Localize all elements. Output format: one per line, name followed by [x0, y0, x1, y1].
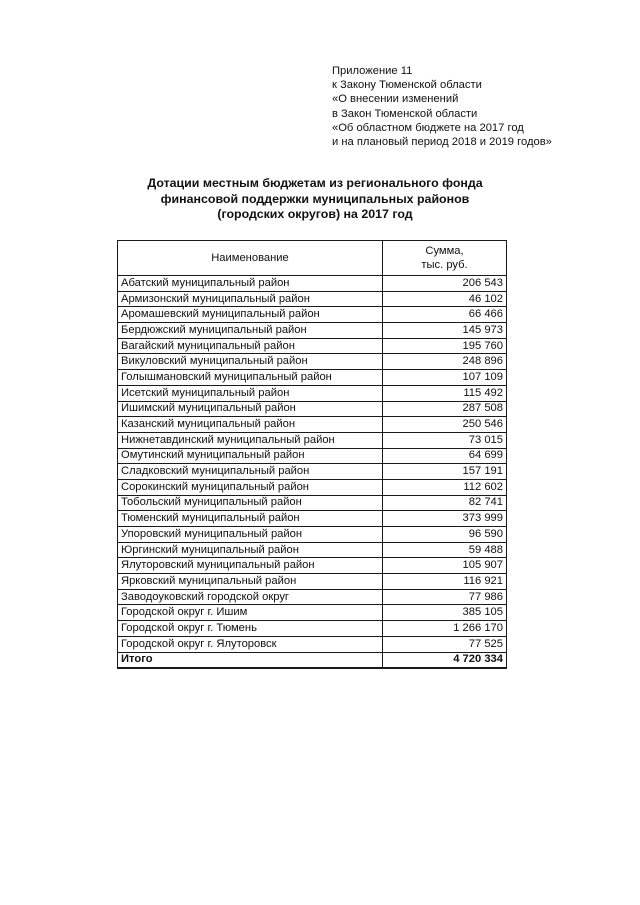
total-label: Итого: [118, 652, 383, 668]
table-row: [118, 589, 507, 605]
table-header-row: [118, 241, 507, 276]
appendix-line: к Закону Тюменской области: [332, 79, 482, 92]
row-sum: 206 543: [383, 276, 507, 292]
row-sum: 77 986: [383, 589, 507, 605]
table-row: [118, 542, 507, 558]
row-sum: 105 907: [383, 558, 507, 574]
appendix-note: [332, 64, 632, 149]
table-row: [118, 527, 507, 543]
row-name: Бердюжский муниципальный район: [118, 323, 383, 339]
row-sum: 157 191: [383, 464, 507, 480]
row-sum: 77 525: [383, 636, 507, 652]
row-name: Абатский муниципальный район: [118, 276, 383, 292]
row-sum: 115 492: [383, 385, 507, 401]
table-row: [118, 479, 507, 495]
total-sum: 4 720 334: [383, 652, 507, 668]
header-name: Наименование: [118, 241, 383, 276]
row-name: Исетский муниципальный район: [118, 385, 383, 401]
row-name: Упоровский муниципальный район: [118, 527, 383, 543]
table-row: [118, 495, 507, 511]
row-name: Городской округ г. Тюмень: [118, 621, 383, 637]
table-row: [118, 291, 507, 307]
header-sum-unit: тыс. руб.: [421, 259, 468, 271]
row-name: Нижнетавдинский муниципальный район: [118, 432, 383, 448]
row-sum: 59 488: [383, 542, 507, 558]
appendix-line: «О внесении изменений: [332, 93, 459, 106]
row-name: Городской округ г. Ялуторовск: [118, 636, 383, 652]
table-row: [118, 354, 507, 370]
table-row: [118, 636, 507, 652]
row-sum: 116 921: [383, 574, 507, 590]
table-row: [118, 338, 507, 354]
row-name: Голышмановский муниципальный район: [118, 370, 383, 386]
row-sum: 250 546: [383, 417, 507, 433]
row-name: Вагайский муниципальный район: [118, 338, 383, 354]
row-sum: 287 508: [383, 401, 507, 417]
header-sum-line: Сумма,: [425, 245, 464, 257]
row-sum: 64 699: [383, 448, 507, 464]
appendix-line: и на плановый период 2018 и 2019 годов»: [332, 135, 552, 148]
title-line: финансовой поддержки муниципальных районов: [160, 191, 470, 206]
table-row: [118, 401, 507, 417]
table-row: [118, 574, 507, 590]
row-name: Сорокинский муниципальный район: [118, 479, 383, 495]
row-name: Викуловский муниципальный район: [118, 354, 383, 370]
table-row: [118, 370, 507, 386]
row-sum: 112 602: [383, 479, 507, 495]
table-row: [118, 621, 507, 637]
row-name: Городской округ г. Ишим: [118, 605, 383, 621]
table-row: [118, 448, 507, 464]
table-row: [118, 307, 507, 323]
row-sum: 1 266 170: [383, 621, 507, 637]
header-sum: [383, 241, 507, 276]
row-name: Казанский муниципальный район: [118, 417, 383, 433]
row-name: Сладковский муниципальный район: [118, 464, 383, 480]
row-name: Тюменский муниципальный район: [118, 511, 383, 527]
appendix-line: в Закон Тюменской области: [332, 107, 478, 120]
row-name: Тобольский муниципальный район: [118, 495, 383, 511]
row-sum: 73 015: [383, 432, 507, 448]
title-line: Дотации местным бюджетам из регионального фонда: [147, 176, 483, 190]
row-name: Юргинский муниципальный район: [118, 542, 383, 558]
table-row: [118, 558, 507, 574]
row-sum: 66 466: [383, 307, 507, 323]
row-name: Армизонский муниципальный район: [118, 291, 383, 307]
table-row: [118, 511, 507, 527]
row-name: Ишимский муниципальный район: [118, 401, 383, 417]
grants-table: [117, 240, 507, 669]
row-sum: 96 590: [383, 527, 507, 543]
row-sum: 385 105: [383, 605, 507, 621]
table-row: [118, 323, 507, 339]
appendix-line: «Об областном бюджете на 2017 год: [332, 121, 524, 134]
table-row: [118, 276, 507, 292]
total-row: [118, 652, 507, 668]
row-sum: 145 973: [383, 323, 507, 339]
row-name: Омутинский муниципальный район: [118, 448, 383, 464]
row-sum: 82 741: [383, 495, 507, 511]
table-row: [118, 385, 507, 401]
document-title: [100, 176, 530, 223]
appendix-line: Приложение 11: [332, 65, 413, 77]
row-sum: 195 760: [383, 338, 507, 354]
table-row: [118, 432, 507, 448]
row-name: Ярковский муниципальный район: [118, 574, 383, 590]
table-row: [118, 605, 507, 621]
row-sum: 248 896: [383, 354, 507, 370]
row-name: Аромашевский муниципальный район: [118, 307, 383, 323]
row-sum: 107 109: [383, 370, 507, 386]
row-sum: 373 999: [383, 511, 507, 527]
title-line: (городских округов) на 2017 год: [217, 207, 413, 222]
row-sum: 46 102: [383, 291, 507, 307]
table-row: [118, 417, 507, 433]
table-row: [118, 464, 507, 480]
row-name: Ялуторовский муниципальный район: [118, 558, 383, 574]
row-name: Заводоуковский городской округ: [118, 589, 383, 605]
